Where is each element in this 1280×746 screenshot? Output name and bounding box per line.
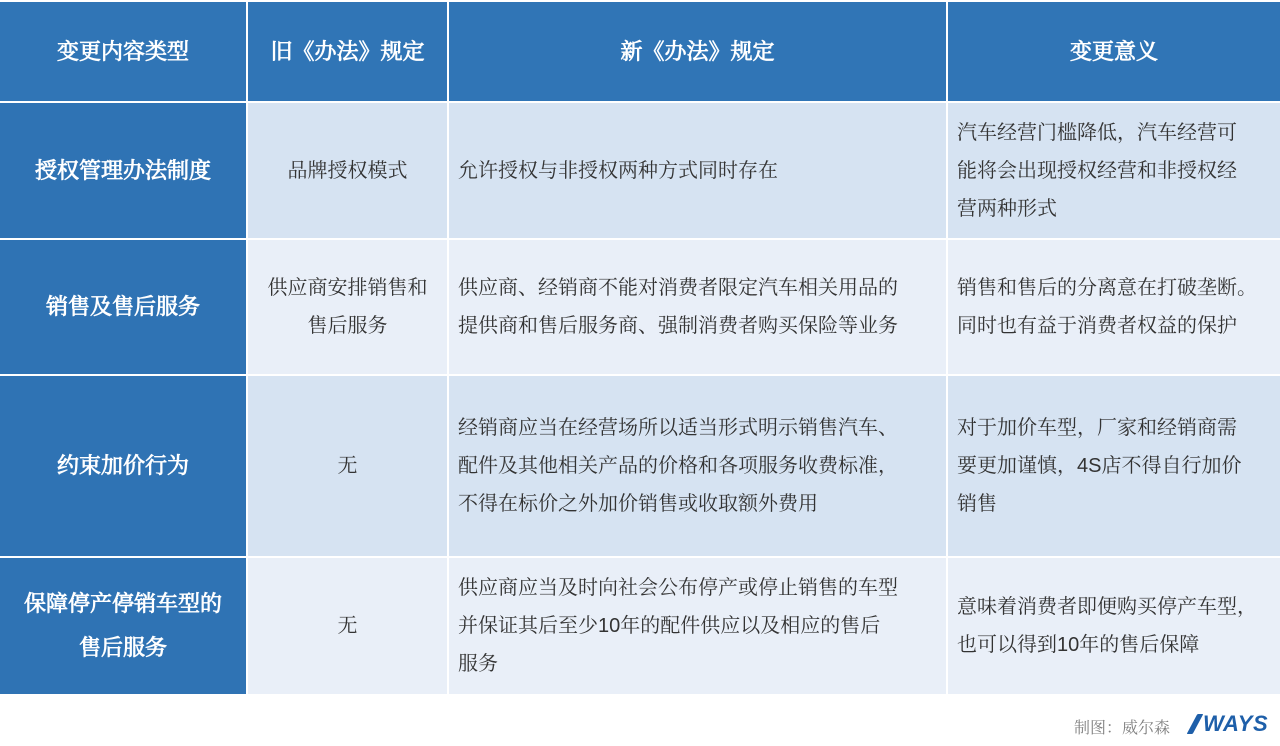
cell-line: 品牌授权模式 xyxy=(287,159,408,182)
header-old-rules xyxy=(248,2,447,101)
row-4-old-cell xyxy=(248,558,447,694)
cell-line: 销售及售后服务 xyxy=(45,294,200,319)
cell-line: 意味着消费者即便购买停产车型， xyxy=(957,596,1257,618)
row-3-significance-cell xyxy=(948,376,1280,556)
cell-line: 允许授权与非授权两种方式同时存在 xyxy=(458,159,778,182)
row-1-new-cell xyxy=(449,103,946,238)
cell-line: 能将会出现授权经营和非授权经 xyxy=(957,159,1237,182)
cell-line: 经销商应当在经营场所以适当形式明示销售汽车、 xyxy=(458,417,898,439)
row-4-category-cell xyxy=(0,558,246,694)
regulation-comparison-table xyxy=(0,2,1280,694)
row-2-old-cell xyxy=(248,240,447,374)
row-2-category-cell xyxy=(0,240,246,374)
cell-line: 供应商安排销售和 xyxy=(267,277,428,299)
cell-line: 约束加价行为 xyxy=(56,453,189,478)
cell-line: 提供商和售后服务商、强制消费者购买保险等业务 xyxy=(458,315,898,337)
row-1-old-cell xyxy=(248,103,447,238)
header-label: 变更内容类型 xyxy=(56,38,189,64)
footer-credit: 制图：威尔森 xyxy=(1074,720,1171,737)
cell-line: 也可以得到10年的售后保障 xyxy=(957,634,1200,656)
cell-line: 销售和售后的分离意在打破垄断。 xyxy=(957,277,1257,299)
row-3-old-cell xyxy=(248,376,447,556)
ways-logo xyxy=(1188,710,1268,738)
cell-line: 同时也有益于消费者权益的保护 xyxy=(957,315,1237,337)
cell-line: 并保证其后至少10年的配件供应以及相应的售后 xyxy=(458,615,881,637)
row-3-new-cell xyxy=(449,376,946,556)
cell-line: 服务 xyxy=(458,653,498,675)
header-label: 旧《办法》规定 xyxy=(270,38,425,64)
row-1-significance-cell xyxy=(948,103,1280,238)
cell-line: 配件及其他相关产品的价格和各项服务收费标准， xyxy=(458,455,898,477)
logo-swoosh-icon xyxy=(1188,714,1202,734)
cell-line: 供应商应当及时向社会公布停产或停止销售的车型 xyxy=(458,577,898,599)
cell-line: 汽车经营门槛降低，汽车经营可 xyxy=(957,121,1237,144)
cell-line: 不得在标价之外加价销售或收取额外费用 xyxy=(458,493,818,515)
row-4-new-cell xyxy=(449,558,946,694)
cell-line: 授权管理办法制度 xyxy=(34,157,211,183)
row-3-category-cell xyxy=(0,376,246,556)
header-significance xyxy=(948,2,1280,101)
cell-line: 无 xyxy=(337,615,358,637)
cell-line: 售后服务 xyxy=(307,315,388,337)
cell-line: 营两种形式 xyxy=(957,197,1057,220)
logo-text: WAYS xyxy=(1203,711,1269,736)
header-label: 新《办法》规定 xyxy=(620,38,775,64)
header-new-rules xyxy=(449,2,946,101)
cell-line: 销售 xyxy=(957,493,997,515)
cell-line: 要更加谨慎，4S店不得自行加价 xyxy=(957,455,1242,477)
header-change-type xyxy=(0,2,246,101)
cell-line: 售后服务 xyxy=(78,635,167,660)
row-2-significance-cell xyxy=(948,240,1280,374)
row-2-new-cell xyxy=(449,240,946,374)
cell-line: 供应商、经销商不能对消费者限定汽车相关用品的 xyxy=(458,277,898,299)
cell-line: 对于加价车型，厂家和经销商需 xyxy=(957,417,1237,439)
header-label: 变更意义 xyxy=(1069,38,1158,64)
row-4-significance-cell xyxy=(948,558,1280,694)
row-1-category-cell xyxy=(0,103,246,238)
cell-line: 保障停产停销车型的 xyxy=(23,591,222,616)
cell-line: 无 xyxy=(337,455,358,477)
